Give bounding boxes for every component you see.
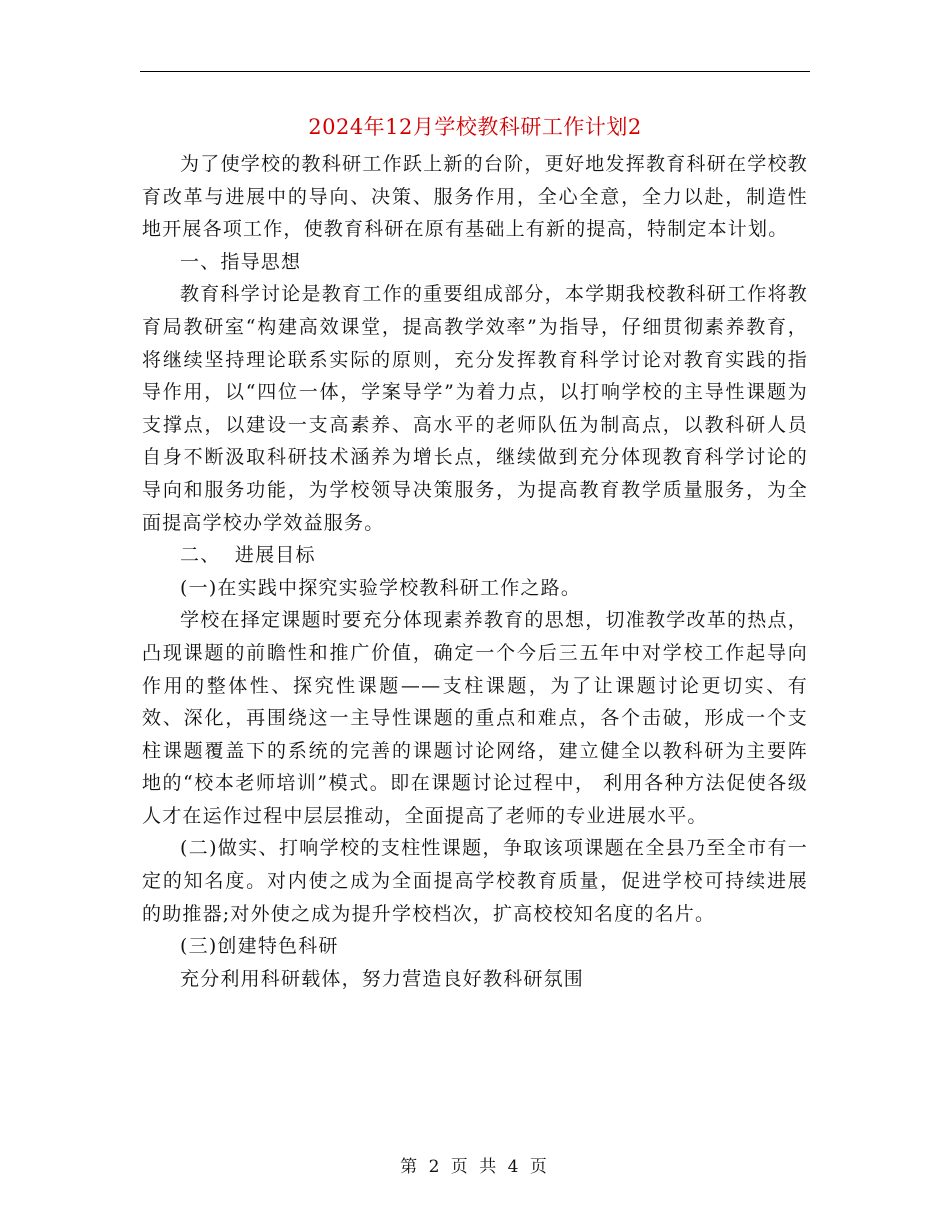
subsection-1-paragraph: 学校在择定课题时要充分体现素养教育的思想，切准教学改革的热点，凸现课题的前瞻性和推广价值，确定一个今后三五年中对学校工作起导向作用的整体性、探究性课题——支柱课题，为了让课题讨论更切实、有效、深化，再围绕这一主导性课题的重点和难点，各个击破，形成一个支柱课题覆盖下的系统的完善的课题讨论网络，建立健全以教科研为主要阵地的“校本老师培训”模式。即在课题讨论过程中， 利用各种方法促使各级人才在运作过程中层层推动，全面提高了老师的专业进展水平。 (142, 609, 808, 827)
section-heading-development-goals: 二、 进展目标 (180, 544, 316, 567)
header-rule (140, 71, 810, 72)
section-heading-guiding-ideology: 一、指导思想 (180, 250, 302, 273)
subsection-3-paragraph: 充分利用科研载体，努力营造良好教科研氛围 (180, 967, 585, 990)
intro-paragraph: 为了使学校的教科研工作跃上新的台阶，更好地发挥教育科研在学校教育改革与进展中的导向、决策、服务作用，全心全意，全力以赴，制造性地开展各项工作，使教育科研在原有基础上有新的提高，特制定本计划。 (142, 153, 808, 241)
subsection-2-paragraph: (二)做实、打响学校的支柱性课题，争取该项课题在全县乃至全市有一定的知名度。对内使之成为全面提高学校教育质量，促进学校可持续进展的助推器;对外使之成为提升学校档次，扩高校校知名度的名片。 (142, 837, 808, 925)
guiding-ideology-paragraph: 教育科学讨论是教育工作的重要组成部分，本学期我校教科研工作将教育局教研室“构建高效课堂，提高教学效率”为指导，仔细贯彻素养教育，将继续坚持理论联系实际的原则，充分发挥教育科学讨论对教育实践的指导作用，以“四位一体，学案导学”为着力点，以打响学校的主导性课题为支撑点，以建设一支高素养、高水平的老师队伍为制高点，以教科研人员自身不断汲取科研技术涵养为增长点，继续做到充分体现教育科学讨论的导向和服务功能，为学校领导决策服务，为提高教育教学质量服务，为全面提高学校办学效益服务。 (142, 283, 808, 534)
subsection-heading-1: (一)在实践中探究实验学校教科研工作之路。 (180, 576, 582, 599)
page-number-footer: 第 2 页 共 4 页 (400, 1157, 550, 1177)
document-title: 2024年12月学校教科研工作计划2 (308, 115, 642, 139)
subsection-heading-3: (三)创建特色科研 (180, 935, 339, 958)
document-body (142, 148, 808, 995)
